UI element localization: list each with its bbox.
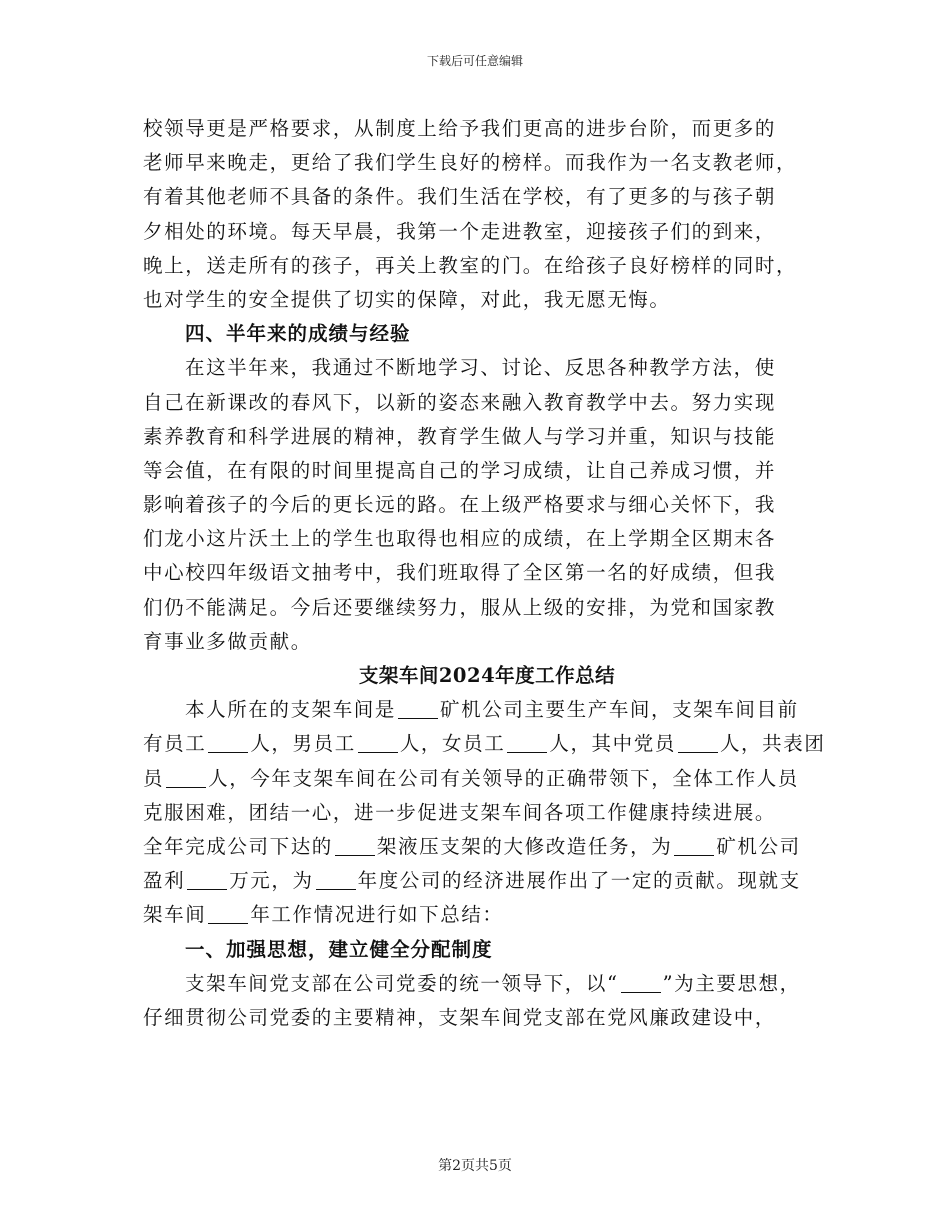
fill-blank [674, 835, 714, 856]
paragraph-line: 也对学生的安全提供了切实的保障，对此，我无愿无悔。 [143, 287, 671, 311]
paragraph-line: 等会值，在有限的时间里提高自己的学习成绩，让自己养成习惯，并 [143, 458, 777, 482]
article-title: 支架车间2024年度工作总结 [358, 664, 616, 687]
text-run: 年工作情况进行如下总结： [250, 903, 504, 927]
fill-blank [398, 698, 438, 719]
paragraph-line: 夕相处的环境。每天早晨，我第一个走进教室，迎接孩子们的到来， [143, 219, 777, 243]
section-heading: 四、半年来的成绩与经验 [185, 322, 411, 346]
text-run: 矿机公司 [716, 834, 801, 858]
fill-blank [335, 835, 375, 856]
text-run: ”为主要思想， [662, 971, 801, 995]
paragraph-line: 影响着孩子的今后的更长远的路。在上级严格要求与细心关怀下，我 [143, 493, 777, 517]
paragraph-line [143, 967, 823, 1001]
text-run: 支架车间党支部在公司党委的统一领导下，以“ [185, 971, 619, 995]
paragraph-line: 育事业多做贡献。 [143, 629, 312, 653]
text-run: 矿机公司主要生产车间，支架车间目前 [440, 698, 799, 722]
paragraph-line: 中心校四年级语文抽考中，我们班取得了全区第一名的好成绩，但我 [143, 561, 777, 585]
paragraph-line: 校领导更是严格要求，从制度上给予我们更高的进步台阶，而更多的 [143, 117, 777, 140]
fill-blank [208, 732, 248, 753]
text-run: 万元，为 [229, 869, 314, 893]
text-run: 架液压支架的大修改造任务，为 [376, 834, 673, 858]
text-run: 人，其中党员 [549, 732, 676, 756]
paragraph-line: 老师早来晚走，更给了我们学生良好的榜样。而我作为一名支教老师， [143, 151, 798, 175]
text-run: 人，今年支架车间在公司有关领导的正确带领下，全体工作人员 [208, 766, 799, 790]
paragraph-line: 在这半年来，我通过不断地学习、讨论、反思各种教学方法，使 [185, 356, 776, 380]
paragraph-line [143, 864, 823, 898]
paragraph-line: 晚上，送走所有的孩子，再关上教室的门。在给孩子良好榜样的同时， [143, 253, 798, 277]
page-header: 下载后可任意编辑 [426, 54, 523, 68]
fill-blank [621, 972, 661, 993]
text-run: 本人所在的支架车间是 [185, 698, 397, 722]
text-run: 盈利 [143, 869, 186, 893]
text-run: 员 [143, 766, 165, 790]
text-run: 年度公司的经济进展作出了一定的贡献。现就支 [357, 869, 801, 893]
paragraph-line: 有着其他老师不具备的条件。我们生活在学校，有了更多的与孩子朝 [143, 185, 777, 209]
paragraph-line [143, 693, 823, 727]
fill-blank [678, 732, 718, 753]
paragraph-line: 素养教育和科学进展的精神，教育学生做人与学习并重，知识与技能 [143, 424, 777, 448]
paragraph-line: 克服困难，团结一心，进一步促进支架车间各项工作健康持续进展。 [143, 800, 777, 824]
document-body [143, 112, 826, 1035]
text-run: 有员工 [143, 732, 207, 756]
paragraph-line: 们仍不能满足。今后还要继续努力，服从上级的安排，为党和国家教 [143, 595, 777, 619]
text-run: 人，女员工 [399, 732, 506, 756]
fill-blank [316, 869, 356, 890]
paragraph-line [143, 727, 826, 761]
fill-blank [507, 732, 547, 753]
fill-blank [208, 903, 248, 924]
text-run: 架车间 [143, 903, 207, 927]
text-run: 全年完成公司下达的 [143, 834, 333, 858]
paragraph-line [143, 762, 823, 796]
fill-blank [187, 869, 227, 890]
paragraph-line [143, 830, 823, 864]
paragraph-line [143, 898, 823, 932]
section-heading: 一、加强思想，建立健全分配制度 [185, 937, 493, 961]
paragraph-line: 自己在新课改的春风下，以新的姿态来融入教育教学中去。努力实现 [143, 390, 777, 414]
page-footer: 第2页共5页 [438, 1158, 512, 1174]
text-run: 人，男员工 [250, 732, 356, 756]
fill-blank [166, 767, 206, 788]
text-run: 人，共表团 [719, 732, 826, 756]
paragraph-line: 仔细贯彻公司党委的主要精神，支架车间党支部在党风廉政建设中， [143, 1005, 777, 1029]
fill-blank [358, 732, 398, 753]
paragraph-line: 们龙小这片沃土上的学生也取得也相应的成绩，在上学期全区期末各 [143, 527, 777, 551]
